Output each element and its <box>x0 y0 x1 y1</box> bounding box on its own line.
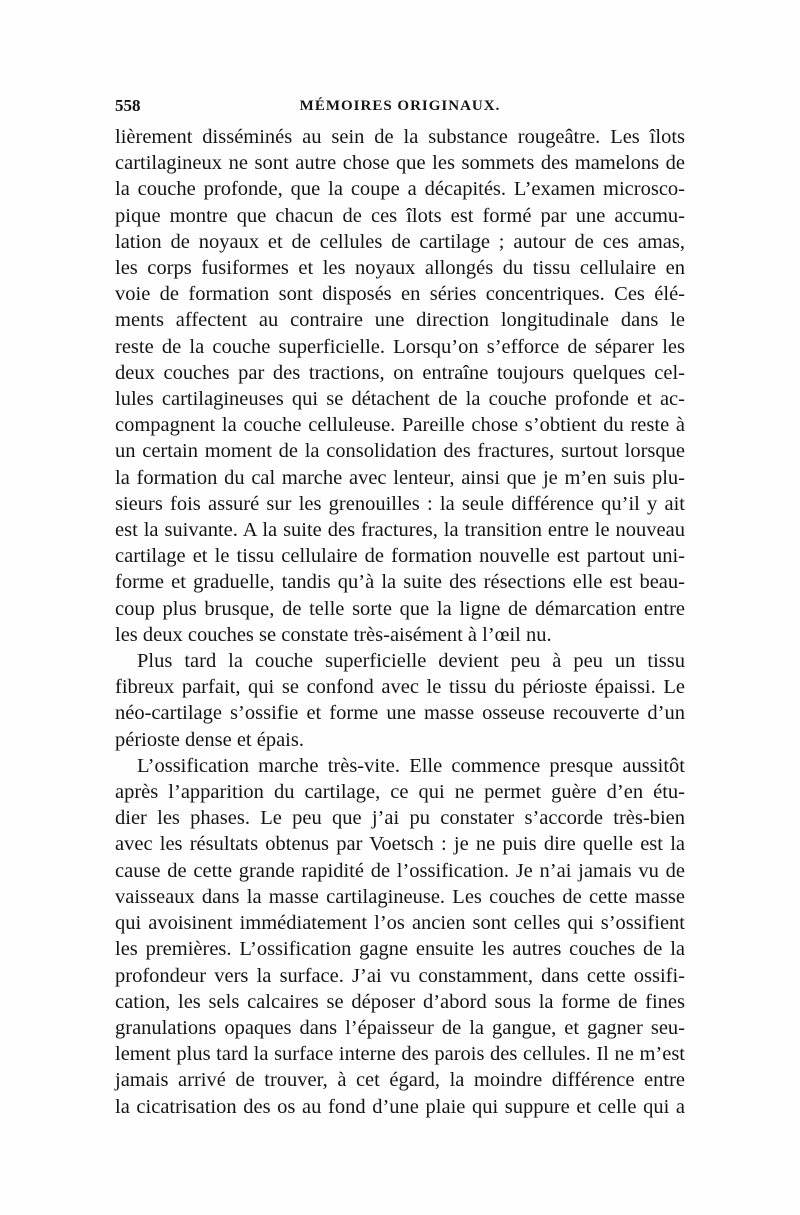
text-line: jamais arrivé de trouver, à cet égard, la moindre différence entre <box>115 1069 685 1092</box>
text-line: lement plus tard la surface interne des parois des cellules. Il ne m’est <box>115 1043 685 1066</box>
text-line: ments affectent au contraire une direction longitudinale dans le <box>115 309 685 332</box>
text-line: coup plus brusque, de telle sorte que la ligne de démarcation entre <box>115 597 685 620</box>
text-line: cartilagineux ne sont autre chose que les sommets des mamelons de <box>115 152 685 175</box>
text-line: fibreux parfait, qui se confond avec le tissu du périoste épaissi. Le <box>115 676 685 699</box>
text-line: deux couches par des tractions, on entraîne toujours quelques cel- <box>115 361 685 384</box>
text-line: les deux couches se constate très-aisément à l’œil nu. <box>115 623 552 646</box>
page-number: 558 <box>115 96 141 115</box>
text-line: sieurs fois assuré sur les grenouilles : la seule différence qu’il y ait <box>115 492 685 515</box>
text-line: forme et graduelle, tandis qu’à la suite des résections elle est beau- <box>115 571 685 594</box>
text-line: profondeur vers la surface. J’ai vu constamment, dans cette ossifi- <box>115 964 685 987</box>
text-line: est la suivante. A la suite des fractures, la transition entre le nouveau <box>115 519 685 542</box>
text-line: Plus tard la couche superficielle devient peu à peu un tissu <box>137 650 685 673</box>
text-line: dier les phases. Le peu que j’ai pu constater s’accorde très-bien <box>115 807 685 830</box>
text-line: néo-cartilage s’ossifie et forme une masse osseuse recouverte d’un <box>115 702 685 725</box>
text-line: compagnent la couche celluleuse. Pareille chose s’obtient du reste à <box>115 414 685 437</box>
text-line: un certain moment de la consolidation des fractures, surtout lorsque <box>115 440 685 463</box>
text-line: avec les résultats obtenus par Voetsch : je ne puis dire quelle est la <box>115 833 685 856</box>
text-line: la cicatrisation des os au fond d’une plaie qui suppure et celle qui a <box>115 1095 685 1118</box>
running-title: MÉMOIRES ORIGINAUX. <box>299 98 501 114</box>
text-line: périoste dense et épais. <box>115 728 304 751</box>
text-line: la couche profonde, que la coupe a décapités. L’examen microsco- <box>115 178 685 201</box>
text-line: lules cartilagineuses qui se détachent de la couche profonde et ac- <box>115 388 685 411</box>
page-header <box>115 94 685 118</box>
text-line: cause de cette grande rapidité de l’ossification. Je n’ai jamais vu de <box>115 859 685 882</box>
text-line: après l’apparition du cartilage, ce qui ne permet guère d’en étu- <box>115 781 685 804</box>
text-line: lation de noyaux et de cellules de cartilage ; autour de ces amas, <box>115 230 685 253</box>
text-line: L’ossification marche très-vite. Elle commence presque aussitôt <box>137 754 685 777</box>
text-line: cartilage et le tissu cellulaire de formation nouvelle est partout uni- <box>115 545 685 568</box>
text-line: cation, les sels calcaires se déposer d’abord sous la forme de fines <box>115 990 685 1013</box>
text-line: les premières. L’ossification gagne ensuite les autres couches de la <box>115 938 685 961</box>
text-line: la formation du cal marche avec lenteur, ainsi que je m’en suis plu- <box>115 466 685 489</box>
text-line: lièrement disséminés au sein de la substance rougeâtre. Les îlots <box>115 126 685 148</box>
text-line: granulations opaques dans l’épaisseur de la gangue, et gagner seu- <box>115 1016 685 1039</box>
text-line: qui avoisinent immédiatement l’os ancien sont celles qui s’ossifient <box>115 912 685 935</box>
text-line: voie de formation sont disposés en séries concentriques. Ces élé- <box>115 283 685 306</box>
text-line: vaisseaux dans la masse cartilagineuse. Les couches de cette masse <box>115 885 685 908</box>
text-line: reste de la couche superficielle. Lorsqu’on s’efforce de séparer les <box>115 335 685 358</box>
text-line: les corps fusiformes et les noyaux allongés du tissu cellulaire en <box>115 257 685 280</box>
body-text <box>115 124 685 1120</box>
text-line: pique montre que chacun de ces îlots est formé par une accumu- <box>115 204 685 227</box>
